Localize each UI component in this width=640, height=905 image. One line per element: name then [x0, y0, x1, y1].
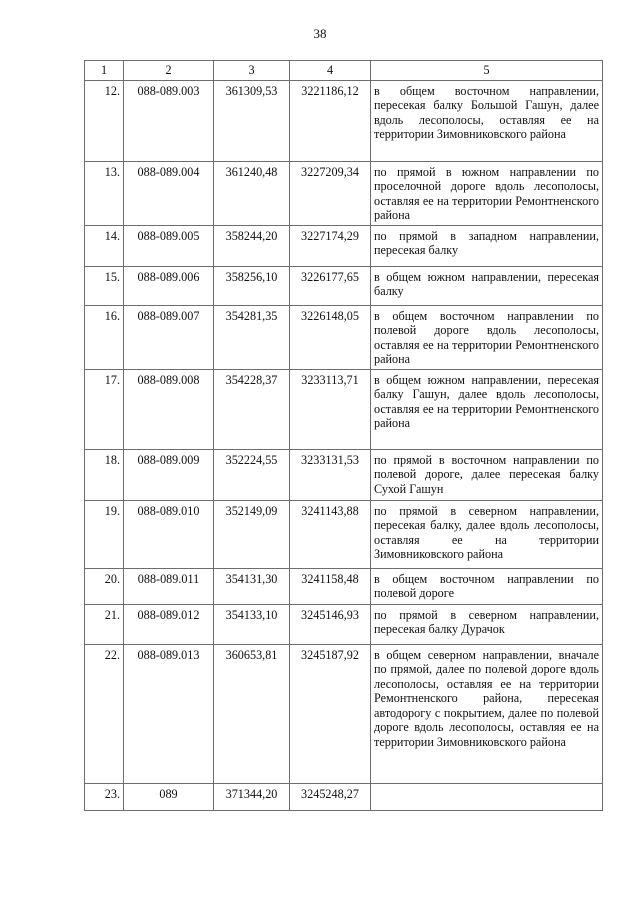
y-coordinate: 3245248,27	[290, 783, 371, 810]
x-coordinate: 371344,20	[214, 783, 290, 810]
point-code: 088-089.010	[124, 500, 214, 568]
row-number: 15.	[85, 266, 124, 305]
table-row	[85, 568, 603, 604]
y-coordinate: 3233113,71	[290, 369, 371, 449]
column-header-description: 5	[371, 61, 603, 81]
point-code: 088-089.003	[124, 80, 214, 161]
y-coordinate: 3241158,48	[290, 568, 371, 604]
row-number: 17.	[85, 369, 124, 449]
table-row	[85, 225, 603, 266]
row-number: 18.	[85, 449, 124, 500]
x-coordinate: 360653,81	[214, 644, 290, 783]
table-row	[85, 80, 603, 161]
boundary-description: в общем восточном направлении по полевой дороге	[371, 568, 603, 604]
point-code: 088-089.009	[124, 449, 214, 500]
column-header-x-coordinate: 3	[214, 61, 290, 81]
table-header-row	[85, 61, 603, 81]
x-coordinate: 358256,10	[214, 266, 290, 305]
table-row	[85, 783, 603, 810]
column-header-number: 1	[85, 61, 124, 81]
x-coordinate: 352149,09	[214, 500, 290, 568]
row-number: 19.	[85, 500, 124, 568]
table-row	[85, 161, 603, 225]
x-coordinate: 354228,37	[214, 369, 290, 449]
column-header-y-coordinate: 4	[290, 61, 371, 81]
point-code: 088-089.013	[124, 644, 214, 783]
boundary-description	[371, 783, 603, 810]
point-code: 088-089.006	[124, 266, 214, 305]
point-code: 088-089.007	[124, 305, 214, 369]
boundary-description: в общем северном направлении, вначале по прямой, далее по полевой дороге вдоль лесополосы, оставляя ее на территории Ремонтненского района, пересекая автодорогу с покрытием, далее по полевой дороге вдоль лесополосы, оставляя ее на территории Зимовниковского района	[371, 644, 603, 783]
x-coordinate: 358244,20	[214, 225, 290, 266]
point-code: 088-089.011	[124, 568, 214, 604]
point-code: 088-089.005	[124, 225, 214, 266]
boundary-description: в общем восточном направлении по полевой дороге вдоль лесополосы, оставляя ее на территории Ремонтненского района	[371, 305, 603, 369]
y-coordinate: 3245146,93	[290, 604, 371, 644]
row-number: 20.	[85, 568, 124, 604]
row-number: 12.	[85, 80, 124, 161]
column-header-point-code: 2	[124, 61, 214, 81]
y-coordinate: 3221186,12	[290, 80, 371, 161]
table-row	[85, 266, 603, 305]
row-number: 14.	[85, 225, 124, 266]
x-coordinate: 361240,48	[214, 161, 290, 225]
point-code: 089	[124, 783, 214, 810]
y-coordinate: 3233131,53	[290, 449, 371, 500]
table-row	[85, 449, 603, 500]
table-row	[85, 305, 603, 369]
boundary-description: в общем южном направлении, пересекая балку Гашун, далее вдоль лесополосы, оставляя ее на территории Ремонтненского района	[371, 369, 603, 449]
boundary-description: по прямой в западном направлении, пересекая балку	[371, 225, 603, 266]
table-row	[85, 369, 603, 449]
boundary-description: по прямой в северном направлении, пересекая балку, далее вдоль лесополосы, оставляя ее на территории Зимовниковского района	[371, 500, 603, 568]
point-code: 088-089.004	[124, 161, 214, 225]
boundary-description: в общем восточном направлении, пересекая балку Большой Гашун, далее вдоль лесополосы, оставляя ее на территории Зимовниковского района	[371, 80, 603, 161]
boundary-description: в общем южном направлении, пересекая балку	[371, 266, 603, 305]
y-coordinate: 3226148,05	[290, 305, 371, 369]
table-row	[85, 604, 603, 644]
point-code: 088-089.012	[124, 604, 214, 644]
table-row	[85, 644, 603, 783]
y-coordinate: 3245187,92	[290, 644, 371, 783]
y-coordinate: 3226177,65	[290, 266, 371, 305]
page-number: 38	[313, 26, 327, 41]
point-code: 088-089.008	[124, 369, 214, 449]
row-number: 13.	[85, 161, 124, 225]
boundary-points-table	[84, 60, 603, 811]
x-coordinate: 352224,55	[214, 449, 290, 500]
x-coordinate: 361309,53	[214, 80, 290, 161]
boundary-description: по прямой в северном направлении, пересекая балку Дурачок	[371, 604, 603, 644]
boundary-description: по прямой в южном направлении по проселочной дороге вдоль лесополосы, оставляя ее на территории Ремонтненского района	[371, 161, 603, 225]
x-coordinate: 354281,35	[214, 305, 290, 369]
table-row	[85, 500, 603, 568]
y-coordinate: 3241143,88	[290, 500, 371, 568]
boundary-description: по прямой в восточном направлении по полевой дороге, далее пересекая балку Сухой Гашун	[371, 449, 603, 500]
row-number: 16.	[85, 305, 124, 369]
row-number: 22.	[85, 644, 124, 783]
y-coordinate: 3227174,29	[290, 225, 371, 266]
row-number: 23.	[85, 783, 124, 810]
x-coordinate: 354133,10	[214, 604, 290, 644]
row-number: 21.	[85, 604, 124, 644]
y-coordinate: 3227209,34	[290, 161, 371, 225]
x-coordinate: 354131,30	[214, 568, 290, 604]
